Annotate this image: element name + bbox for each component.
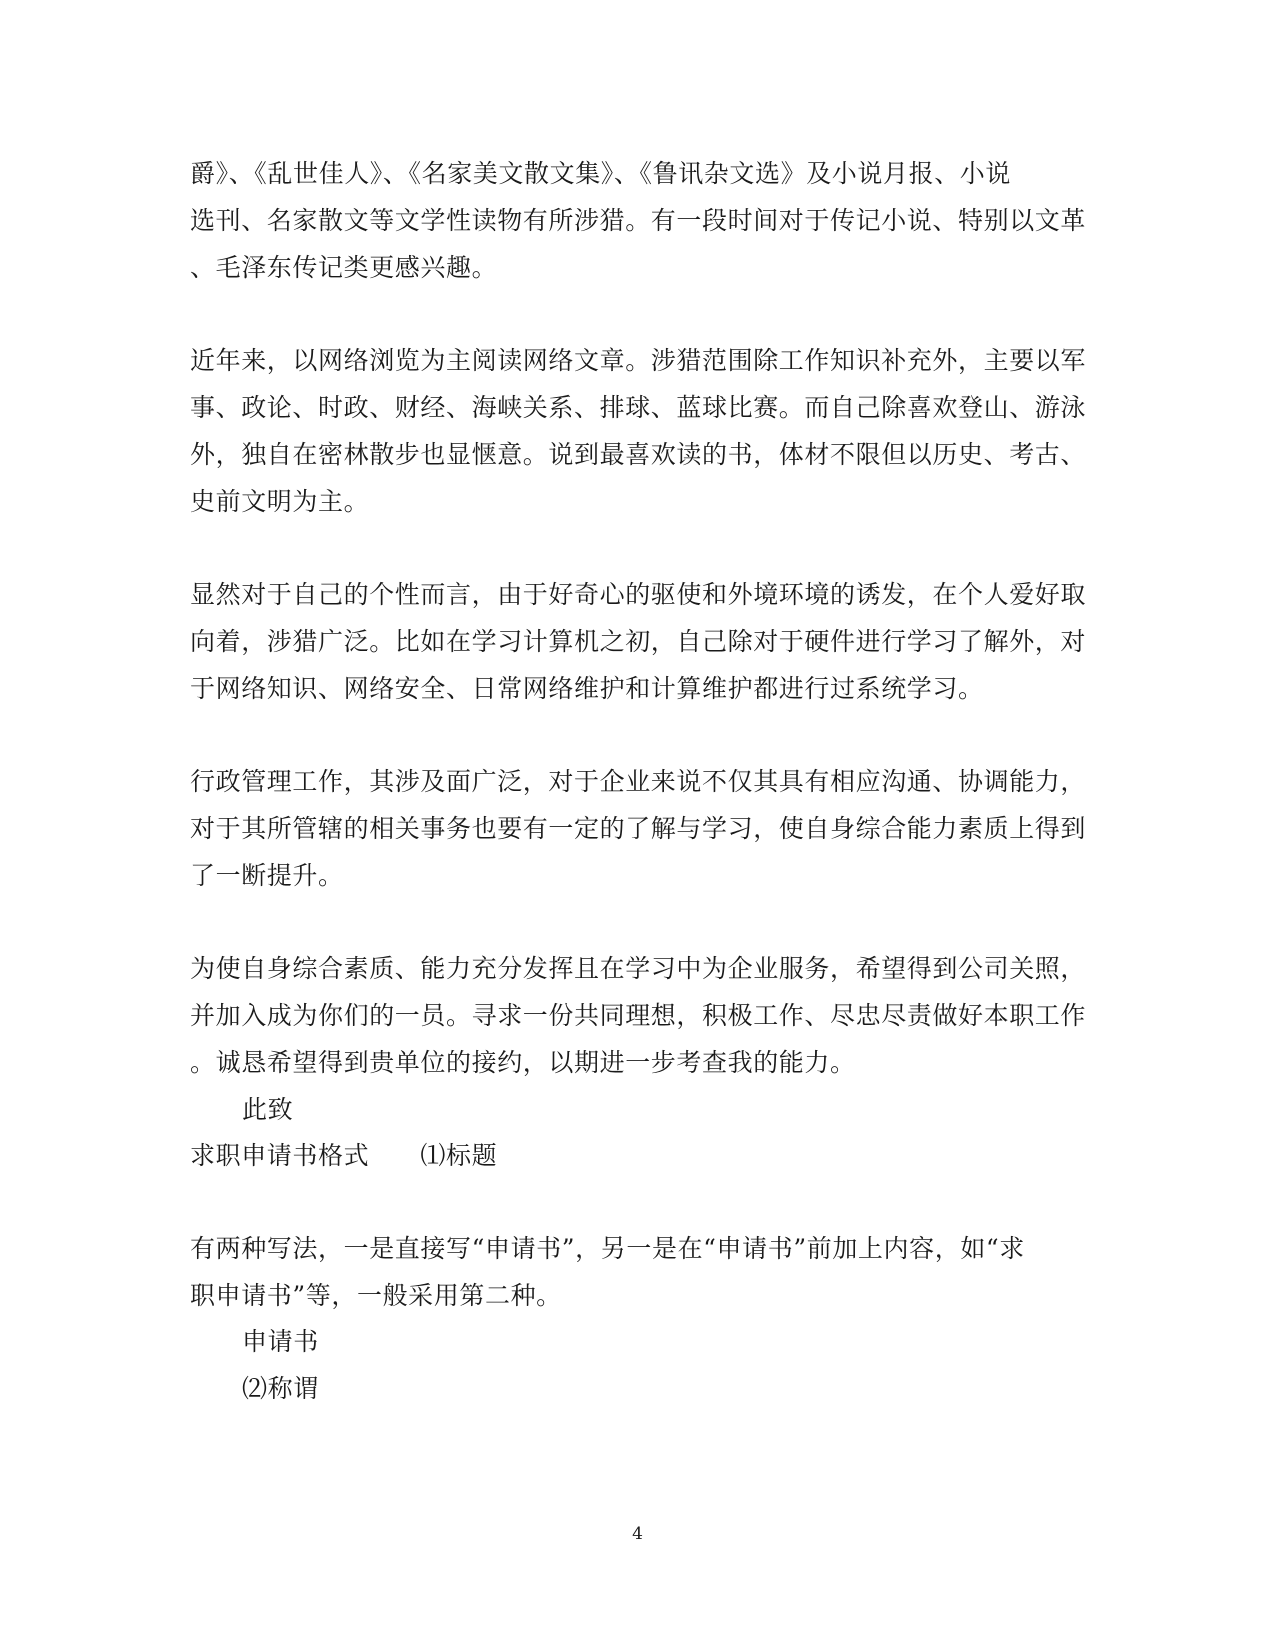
title-paragraph-line-1: 有两种写法，一是直接写“申请书”，另一是在“申请书”前加上内容，如“求 — [190, 1234, 1025, 1263]
paragraph-5-line-2: 并加入成为你们的一员。寻求一份共同理想，积极工作、尽忠尽责做好本职工作 — [190, 1001, 1087, 1030]
paragraph-3-line-2: 向着，涉猎广泛。比如在学习计算机之初，自己除对于硬件进行学习了解外，对 — [190, 627, 1087, 656]
paragraph-4-line-2: 对于其所管辖的相关事务也要有一定的了解与学习，使自身综合能力素质上得到 — [190, 814, 1087, 843]
paragraph-1-line-2: 选刊、名家散文等文学性读物有所涉猎。有一段时间对于传记小说、特别以文革 — [190, 206, 1087, 235]
paragraph-2-line-1: 近年来，以网络浏览为主阅读网络文章。涉猎范围除工作知识补充外，主要以军 — [190, 346, 1087, 375]
page-number: 4 — [632, 1524, 643, 1544]
paragraph-2-line-3: 外，独自在密林散步也显惬意。说到最喜欢读的书，体材不限但以历史、考古、 — [190, 440, 1087, 469]
format-heading: 求职申请书格式 ⑴标题 — [190, 1141, 498, 1170]
paragraph-3-line-1: 显然对于自己的个性而言，由于好奇心的驱使和外境环境的诱发，在个人爱好取 — [190, 580, 1087, 609]
paragraph-2-line-2: 事、政论、时政、财经、海峡关系、排球、蓝球比赛。而自己除喜欢登山、游泳 — [190, 393, 1087, 422]
salutation-heading: ⑵称谓 — [242, 1374, 319, 1403]
closing-text: 此致 — [242, 1095, 294, 1124]
example-title: 申请书 — [242, 1327, 319, 1356]
title-paragraph-line-2: 职申请书”等，一般采用第二种。 — [190, 1281, 562, 1310]
paragraph-4-line-3: 了一断提升。 — [190, 861, 344, 890]
paragraph-3-line-3: 于网络知识、网络安全、日常网络维护和计算维护都进行过系统学习。 — [190, 674, 984, 703]
paragraph-5-line-1: 为使自身综合素质、能力充分发挥且在学习中为企业服务，希望得到公司关照， — [190, 954, 1087, 983]
paragraph-1-line-3: 、毛泽东传记类更感兴趣。 — [190, 253, 498, 282]
paragraph-2-line-4: 史前文明为主。 — [190, 487, 370, 516]
paragraph-5-line-3: 。诚恳希望得到贵单位的接约，以期进一步考查我的能力。 — [190, 1048, 856, 1077]
paragraph-4-line-1: 行政管理工作，其涉及面广泛，对于企业来说不仅其具有相应沟通、协调能力， — [190, 767, 1087, 796]
paragraph-1-line-1: 爵》、《乱世佳人》、《名家美文散文集》、《鲁讯杂文选》及小说月报、小说 — [190, 159, 1012, 188]
